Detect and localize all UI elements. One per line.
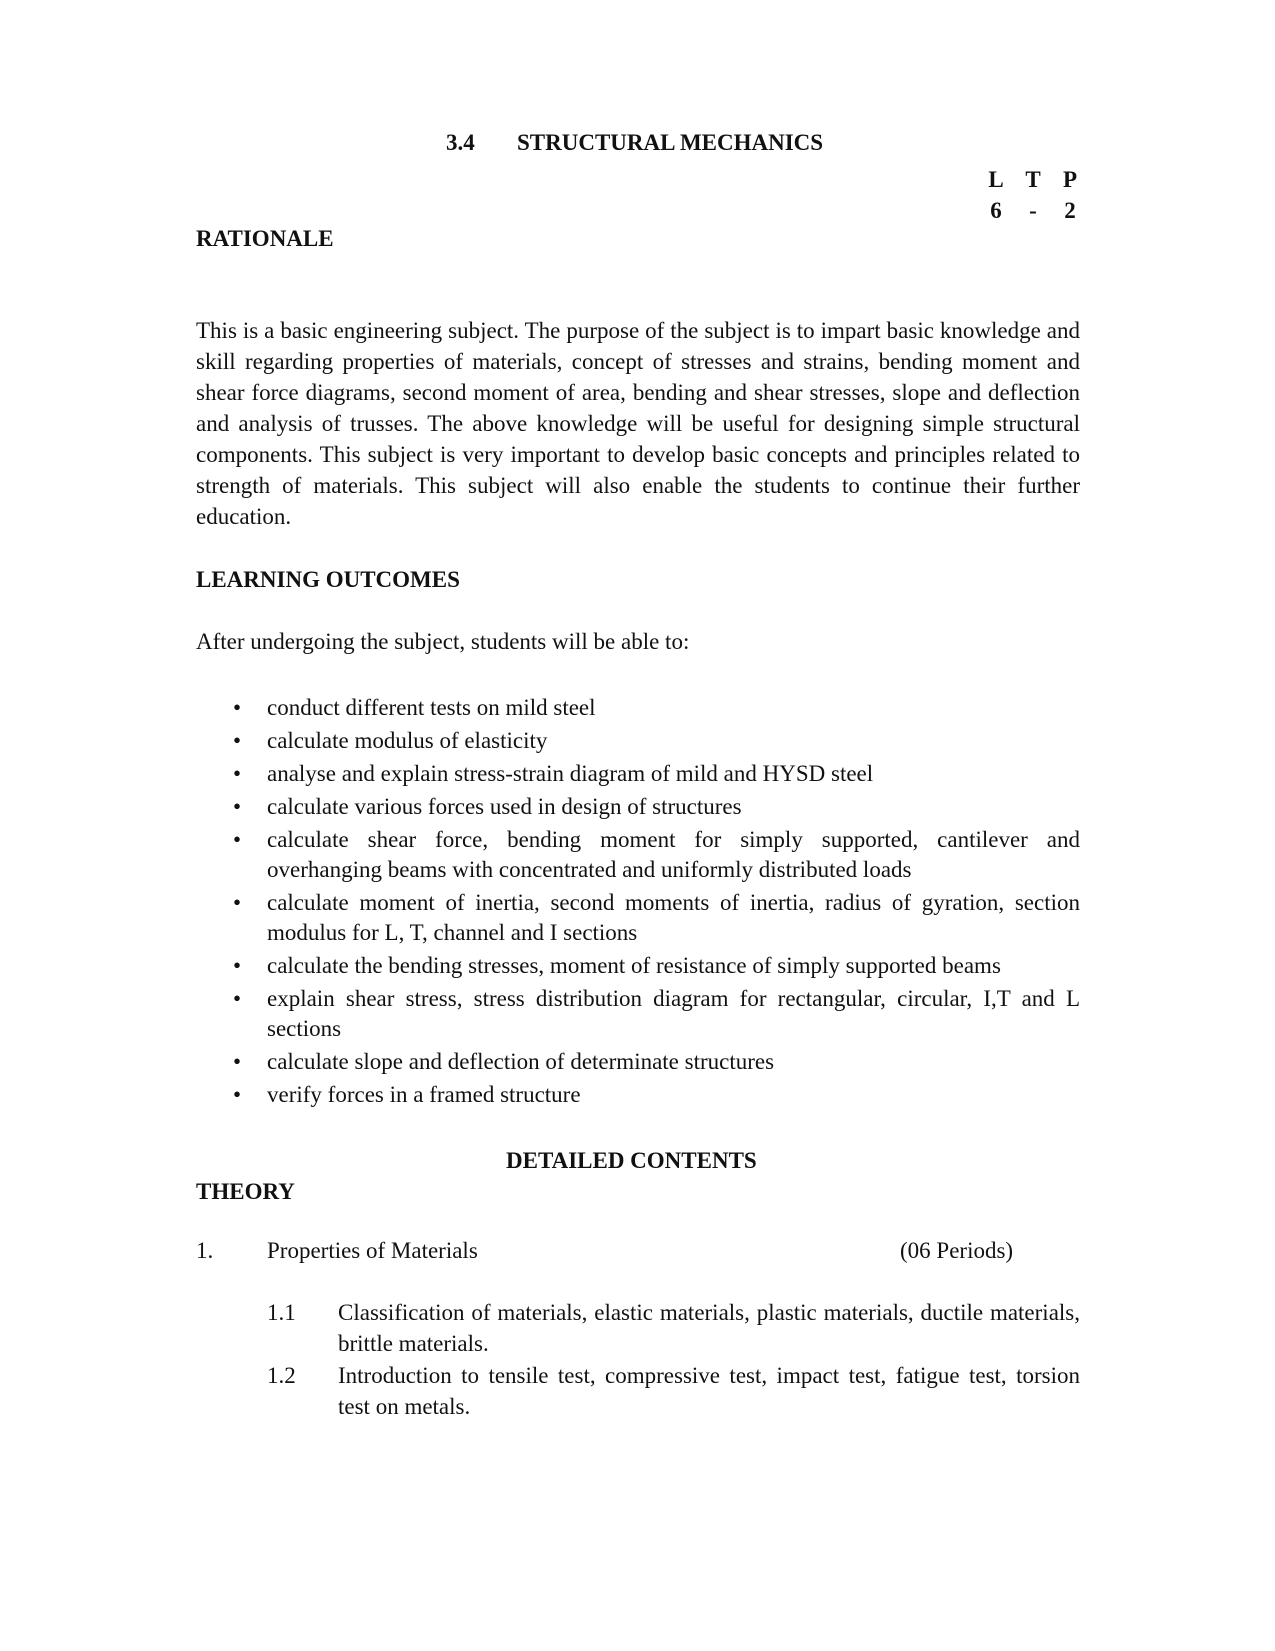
list-item-text: conduct different tests on mild steel	[267, 695, 596, 720]
list-item	[196, 693, 1080, 723]
section-title: STRUCTURAL MECHANICS	[517, 130, 824, 155]
bullet-icon: •	[233, 728, 242, 753]
list-item-text: calculate various forces used in design of structures	[267, 794, 742, 819]
list-item-text: calculate shear force, bending moment for simply supported, cantilever and overhanging beams with concentrated and uniformly distributed loads	[267, 827, 1080, 882]
list-item-text: verify forces in a framed structure	[267, 1082, 581, 1107]
learning-outcomes-intro: After undergoing the subject, students will be able to:	[196, 629, 690, 654]
list-item-text: analyse and explain stress-strain diagram of mild and HYSD steel	[267, 761, 874, 786]
theory-heading: THEORY	[196, 1179, 295, 1204]
list-item	[196, 984, 1080, 1044]
subtopic-number: 1.2	[267, 1363, 296, 1388]
detailed-contents-heading: DETAILED CONTENTS	[506, 1148, 757, 1173]
ltp-label-t: T	[1025, 167, 1041, 192]
list-item	[196, 759, 1080, 789]
list-item-text: calculate moment of inertia, second moments of inertia, radius of gyration, section modulus for L, T, channel and I sections	[267, 890, 1080, 945]
bullet-icon: •	[233, 986, 242, 1011]
list-item	[196, 951, 1080, 981]
subtopic-text: Introduction to tensile test, compressive test, impact test, fatigue test, torsion test on metals.	[338, 1363, 1080, 1419]
bullet-icon: •	[233, 1082, 242, 1107]
ltp-value-t: -	[1029, 198, 1037, 223]
subtopic-item	[267, 1297, 1080, 1359]
ltp-label-l: L	[988, 167, 1004, 192]
subtopic-number: 1.1	[267, 1300, 296, 1325]
bullet-icon: •	[233, 953, 242, 978]
unit-title: Properties of Materials	[267, 1238, 478, 1263]
rationale-paragraph: This is a basic engineering subject. The purpose of the subject is to impart basic knowledge and skill regarding properties of materials, concept of stresses and strains, bending moment and shear force diagrams, second moment of area, bending and shear stresses, slope and deflection and analysis of trusses. The above knowledge will be useful for designing simple structural components. This subject is very important to develop basic concepts and principles related to strength of materials. This subject will also enable the students to continue their further education.	[196, 318, 1080, 529]
list-item-text: calculate slope and deflection of determinate structures	[267, 1049, 775, 1074]
list-item	[196, 825, 1080, 885]
list-item	[196, 792, 1080, 822]
unit-number: 1.	[196, 1238, 214, 1263]
list-item	[196, 726, 1080, 756]
learning-outcomes-list	[196, 693, 1080, 1113]
list-item-text: calculate the bending stresses, moment of resistance of simply supported beams	[267, 953, 1001, 978]
list-item	[196, 888, 1080, 948]
section-number: 3.4	[446, 130, 475, 155]
rationale-heading: RATIONALE	[196, 226, 334, 251]
list-item	[196, 1047, 1080, 1077]
bullet-icon: •	[233, 890, 242, 915]
subtopic-text: Classification of materials, elastic materials, plastic materials, ductile materials, brittle materials.	[338, 1300, 1080, 1356]
ltp-label-p: P	[1062, 167, 1078, 192]
bullet-icon: •	[233, 827, 242, 852]
list-item-text: calculate modulus of elasticity	[267, 728, 548, 753]
bullet-icon: •	[233, 794, 242, 819]
ltp-value-p: 2	[1064, 198, 1076, 223]
list-item-text: explain shear stress, stress distribution diagram for rectangular, circular, I,T and L sections	[267, 986, 1080, 1041]
bullet-icon: •	[233, 1049, 242, 1074]
list-item	[196, 1080, 1080, 1110]
unit-periods: (06 Periods)	[900, 1238, 1014, 1263]
ltp-value-l: 6	[990, 198, 1002, 223]
bullet-icon: •	[233, 761, 242, 786]
learning-outcomes-heading: LEARNING OUTCOMES	[196, 567, 460, 592]
bullet-icon: •	[233, 695, 242, 720]
page-title	[446, 130, 823, 156]
subtopic-item	[267, 1360, 1080, 1422]
